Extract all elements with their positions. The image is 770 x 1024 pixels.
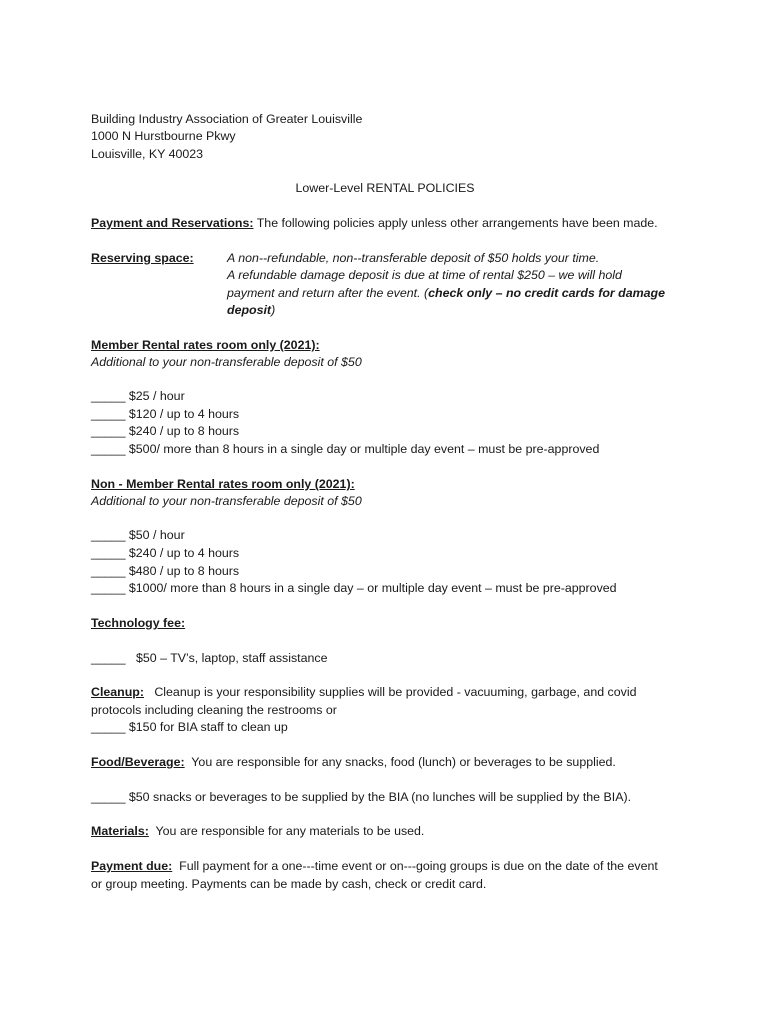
cleanup-label: Cleanup: xyxy=(91,685,145,699)
member-rate-item: _____ $120 / up to 4 hours xyxy=(91,407,240,421)
food-line xyxy=(91,754,616,770)
non-member-rate-item: _____ $480 / up to 8 hours xyxy=(91,564,240,578)
technology-blank: _____ xyxy=(91,651,126,665)
reserving-space-line4-b: ) xyxy=(271,303,276,317)
member-rate-item: _____ $25 / hour xyxy=(91,389,185,403)
materials-text: You are responsible for any materials to be used. xyxy=(148,824,425,838)
materials-label: Materials: xyxy=(91,824,149,838)
payment-reservations-label: Payment and Reservations: xyxy=(91,216,254,230)
cleanup-line3: _____ $150 for BIA staff to clean up xyxy=(91,720,288,734)
address-line2: Louisville, KY 40023 xyxy=(91,147,204,161)
reserving-space-line3-a: payment and return after the event. ( xyxy=(227,286,429,300)
payment-reservations-text: The following policies apply unless other arrangements have been made. xyxy=(253,216,658,230)
technology-text: $50 – TV’s, laptop, staff assistance xyxy=(136,651,328,665)
member-rates-heading: Member Rental rates room only (2021): xyxy=(91,338,320,352)
reserving-space-label: Reserving space: xyxy=(91,251,194,265)
payment-due-label: Payment due: xyxy=(91,859,173,873)
technology-heading: Technology fee: xyxy=(91,616,186,630)
reserving-space-line2: A refundable damage deposit is due at time of rental $250 – we will hold xyxy=(227,268,622,282)
org-name: Building Industry Association of Greater Louisville xyxy=(91,112,363,126)
cleanup-line1 xyxy=(91,684,636,700)
reserving-space-line4 xyxy=(227,302,275,318)
payment-due-line1 xyxy=(91,858,658,874)
cleanup-line2: protocols including cleaning the restrooms or xyxy=(91,703,337,717)
payment-due-line2: or group meeting. Payments can be made by cash, check or credit card. xyxy=(91,877,487,891)
non-member-rates-heading: Non - Member Rental rates room only (2021): xyxy=(91,477,355,491)
materials-line xyxy=(91,823,424,839)
member-rate-item: _____ $240 / up to 8 hours xyxy=(91,424,240,438)
non-member-rates-subheading: Additional to your non-transferable deposit of $50 xyxy=(91,494,362,508)
reserving-space-line3-b: check only – no credit cards for damage xyxy=(428,286,666,300)
technology-line xyxy=(91,650,328,666)
payment-reservations-line xyxy=(91,215,658,231)
non-member-rate-item: _____ $240 / up to 4 hours xyxy=(91,546,240,560)
payment-due-text1: Full payment for a one---time event or on---going groups is due on the date of the event xyxy=(172,859,658,873)
page-title: Lower-Level RENTAL POLICIES xyxy=(295,181,475,195)
reserving-space-line4-a: deposit xyxy=(227,303,272,317)
member-rates-subheading: Additional to your non-transferable deposit of $50 xyxy=(91,355,362,369)
non-member-rate-item: _____ $1000/ more than 8 hours in a single day – or multiple day event – must be pre-approved xyxy=(91,581,617,595)
food-text: You are responsible for any snacks, food (lunch) or beverages to be supplied. xyxy=(184,755,616,769)
non-member-rate-item: _____ $50 / hour xyxy=(91,528,185,542)
member-rate-item: _____ $500/ more than 8 hours in a single day or multiple day event – must be pre-approved xyxy=(91,442,600,456)
food-option: _____ $50 snacks or beverages to be supplied by the BIA (no lunches will be supplied by the BIA). xyxy=(91,790,632,804)
reserving-space-line1: A non--refundable, non--transferable deposit of $50 holds your time. xyxy=(227,251,600,265)
reserving-space-line3 xyxy=(227,285,665,301)
cleanup-text1: Cleanup is your responsibility supplies will be provided - vacuuming, garbage, and covid xyxy=(144,685,637,699)
food-label: Food/Beverage: xyxy=(91,755,185,769)
address-line1: 1000 N Hurstbourne Pkwy xyxy=(91,129,236,143)
